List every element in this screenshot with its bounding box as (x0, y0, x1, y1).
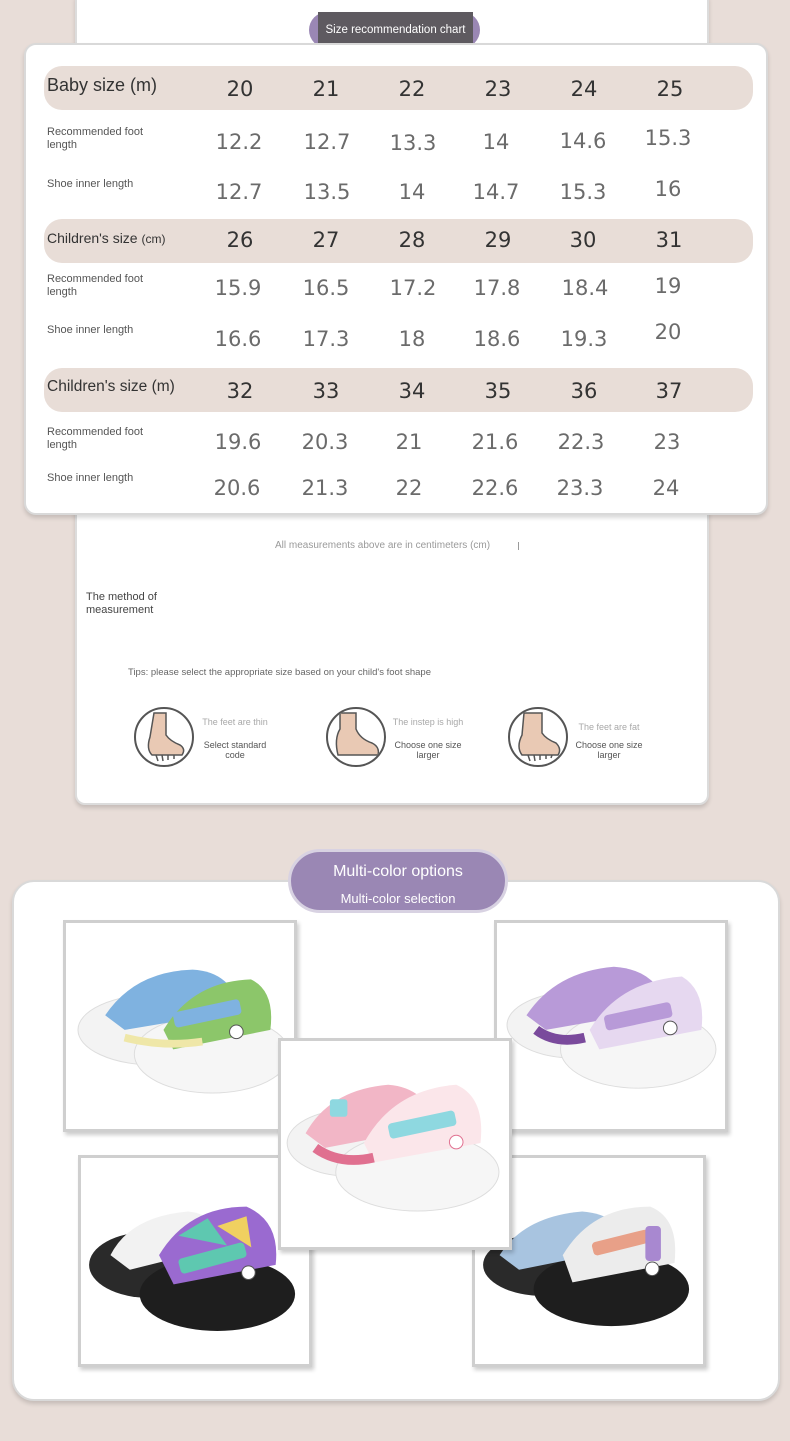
shoe-photo-black-camo[interactable] (78, 1155, 312, 1367)
row-label-inner-length: Shoe inner length (47, 178, 134, 190)
value-cell: 21.6 (471, 430, 519, 454)
value-cell: 16.5 (302, 276, 350, 300)
value-cell: 14.6 (559, 129, 607, 153)
size-cell: 36 (570, 379, 598, 403)
value-cell: 21.3 (301, 476, 349, 500)
value-cell: 22.3 (557, 430, 605, 454)
value-cell: 19.3 (560, 327, 608, 351)
value-cell: 12.7 (303, 130, 351, 154)
section-header-unit: (cm) (141, 232, 166, 246)
value-cell: 20.6 (213, 476, 261, 500)
thin-foot-icon (134, 707, 194, 767)
section-header-label: Children's size (m) (47, 378, 175, 395)
size-cell: 24 (570, 77, 598, 101)
section-header-label: Children's size (cm) (47, 230, 166, 246)
size-cell: 28 (398, 228, 426, 252)
value-cell: 18.4 (561, 276, 609, 300)
tip-condition: The instep is high (392, 717, 464, 727)
tip-advice: Select standard code (203, 740, 267, 760)
row-label-foot-length: Recommended foot length (47, 273, 143, 298)
size-tips: Tips: please select the appropriate size based on your child's foot shape (128, 667, 432, 678)
value-cell: 17.2 (389, 276, 437, 300)
tip-advice: Choose one size larger (394, 740, 462, 760)
measurement-unit-note: All measurements above are in centimeters (cm) (275, 540, 491, 551)
value-cell: 18 (398, 327, 426, 351)
size-cell: 29 (484, 228, 512, 252)
value-cell: 16.6 (214, 327, 262, 351)
value-cell: 17.3 (302, 327, 350, 351)
size-cell: 31 (655, 228, 683, 252)
tip-advice: Choose one size larger (575, 740, 643, 760)
color-options-subtitle: Multi-color selection (340, 891, 456, 906)
value-cell: 23 (653, 430, 681, 454)
value-cell: 22.6 (471, 476, 519, 500)
size-cell: 22 (398, 77, 426, 101)
shoe-illustration (66, 923, 294, 1129)
value-cell: 24 (652, 476, 680, 500)
value-cell: 20.3 (301, 430, 349, 454)
value-cell: 17.8 (473, 276, 521, 300)
row-label-inner-length: Shoe inner length (47, 324, 134, 336)
value-cell: 14.7 (472, 180, 520, 204)
value-cell: 16 (654, 177, 682, 201)
shoe-photo-purple[interactable] (494, 920, 728, 1132)
size-cell: 20 (226, 77, 254, 101)
value-cell: 14 (398, 180, 426, 204)
note-divider (518, 542, 519, 550)
size-cell: 37 (655, 379, 683, 403)
shoe-photo-blue-green[interactable] (63, 920, 297, 1132)
high-instep-icon (326, 707, 386, 767)
shoe-illustration (81, 1158, 309, 1364)
shoe-illustration (281, 1041, 509, 1247)
size-cell: 30 (569, 228, 597, 252)
section-header-label: Baby size (m) (47, 75, 158, 95)
size-cell: 32 (226, 379, 254, 403)
shoe-photo-pink[interactable] (278, 1038, 512, 1250)
value-cell: 14 (482, 130, 510, 154)
color-options-title-pill (288, 849, 508, 913)
value-cell: 12.2 (215, 130, 263, 154)
size-cell: 21 (312, 77, 340, 101)
value-cell: 19 (654, 274, 682, 298)
tip-condition: The feet are fat (578, 722, 640, 732)
value-cell: 12.7 (215, 180, 263, 204)
value-cell: 23.3 (556, 476, 604, 500)
row-label-inner-length: Shoe inner length (47, 472, 134, 484)
value-cell: 19.6 (214, 430, 262, 454)
value-cell: 18.6 (473, 327, 521, 351)
method-title: The method of measurement (86, 591, 157, 616)
size-cell: 23 (484, 77, 512, 101)
size-cell: 33 (312, 379, 340, 403)
value-cell: 13.3 (389, 131, 437, 155)
shoe-illustration (497, 923, 725, 1129)
value-cell: 13.5 (303, 180, 351, 204)
value-cell: 15.3 (559, 180, 607, 204)
tip-condition: The feet are thin (202, 717, 268, 727)
value-cell: 15.3 (644, 126, 692, 150)
size-cell: 35 (484, 379, 512, 403)
row-label-foot-length: Recommended foot length (47, 426, 143, 451)
size-cell: 26 (226, 228, 254, 252)
value-cell: 22 (395, 476, 423, 500)
row-label-foot-length: Recommended foot length (47, 126, 143, 151)
value-cell: 20 (654, 320, 682, 344)
size-cell: 34 (398, 379, 426, 403)
size-cell: 25 (656, 77, 684, 101)
chart-title: Size recommendation chart (318, 12, 473, 48)
value-cell: 15.9 (214, 276, 262, 300)
color-options-title: Multi-color options (333, 863, 463, 880)
value-cell: 21 (395, 430, 423, 454)
fat-foot-icon (508, 707, 568, 767)
size-cell: 27 (312, 228, 340, 252)
